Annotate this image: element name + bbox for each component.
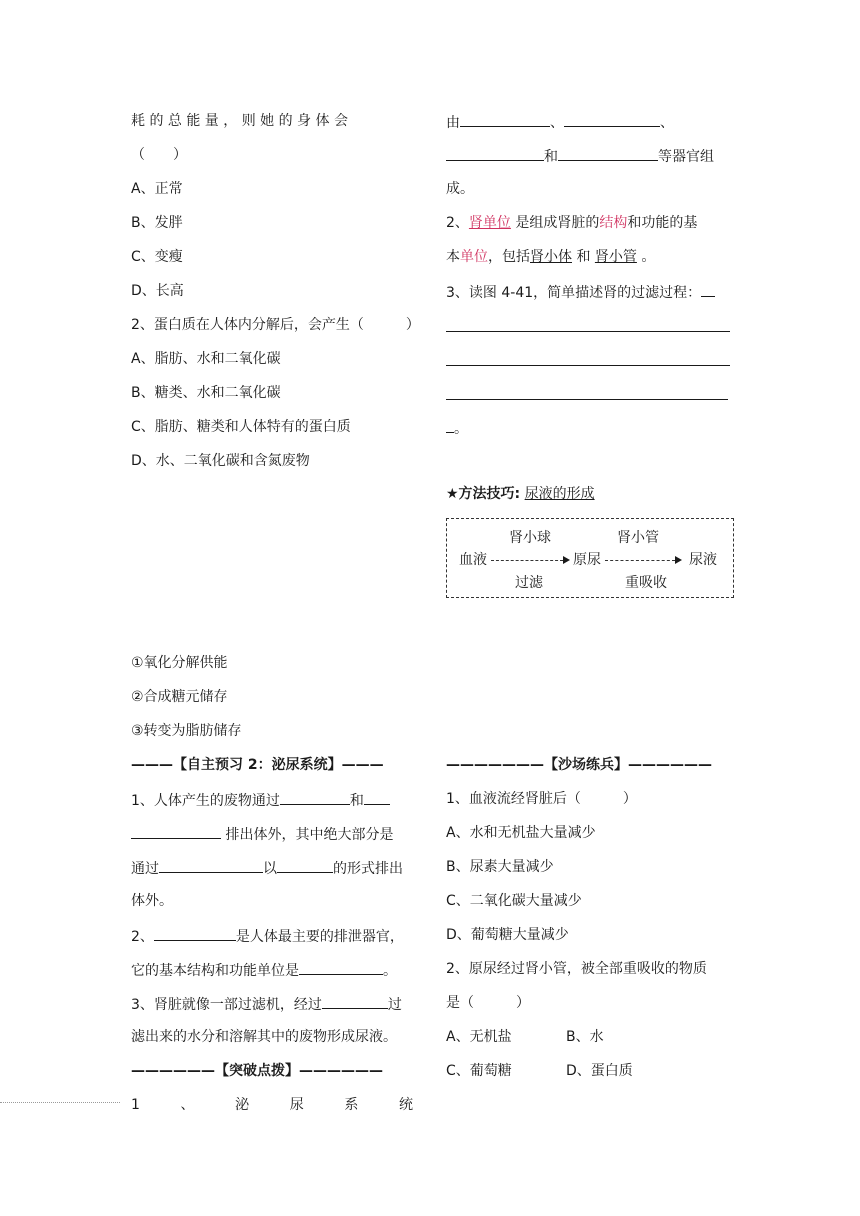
drill-q2-line2: 是（ ）	[446, 995, 530, 1011]
q2-option-a: A、脂肪、水和二氧化碳	[131, 351, 281, 367]
answer-blank[interactable]	[322, 993, 388, 1009]
preview-q2-line1: 2、 是人体最主要的排泄器官，	[131, 925, 404, 947]
q2-option-c: C、脂肪、糖类和人体特有的蛋白质	[131, 419, 351, 435]
answer-blank[interactable]	[154, 925, 236, 941]
answer-blank[interactable]	[558, 145, 658, 161]
answer-blank[interactable]	[131, 823, 221, 839]
label-glomerulus: 肾小球	[509, 530, 551, 546]
preview-q1-line1: 1、人体产生的废物通过 和	[131, 789, 390, 811]
arrow-right-icon	[675, 556, 682, 564]
question-continuation-line	[131, 111, 401, 131]
drill-q1-option-d: D、葡萄糖大量减少	[446, 927, 569, 943]
kidney-q1-line1: 由 、 、	[446, 111, 674, 133]
arrow-line	[605, 560, 675, 561]
preview-q3-line1: 3、肾脏就像一部过滤机，经过 过	[131, 993, 402, 1015]
footnote-rule	[0, 1102, 120, 1103]
preview-q1-line3: 通过 以 的形式排出	[131, 857, 403, 879]
question-text: 耗 的 总 能 量 ， 则 她 的 身 体 会	[131, 113, 348, 129]
section-header-preview-2: ———【自主预习 2：泌尿系统】———	[131, 757, 384, 773]
preview-q3-line2: 滤出来的水分和溶解其中的废物形成尿液。	[131, 1029, 397, 1045]
answer-blank[interactable]	[460, 111, 550, 127]
method-title: 尿液的形成	[524, 486, 595, 502]
nephron-line2: 本单位，包括肾小体 和 肾小管 。	[446, 249, 656, 265]
label-reabsorb: 重吸收	[625, 575, 667, 591]
answer-blank[interactable]	[277, 857, 333, 873]
drill-q1-option-b: B、尿素大量减少	[446, 859, 554, 875]
answer-line[interactable]	[446, 331, 730, 332]
answer-blank[interactable]	[299, 959, 383, 975]
arrow-line	[491, 560, 563, 561]
use-item-2: ②合成糖元储存	[131, 689, 228, 705]
answer-paren: （ ）	[131, 147, 187, 163]
method-tip	[446, 484, 595, 504]
node-urine: 尿液	[689, 552, 717, 568]
answer-blank[interactable]	[701, 281, 715, 297]
node-primary-urine: 原尿	[573, 552, 601, 568]
drill-q2-option-b: B、水	[566, 1029, 604, 1045]
drill-q2-option-c: C、葡萄糖	[446, 1063, 512, 1079]
q2-option-b: B、糖类、水和二氧化碳	[131, 385, 281, 401]
section-header-breakthrough: ——————【突破点拨】——————	[131, 1063, 383, 1079]
answer-blank[interactable]	[364, 789, 390, 805]
drill-q1-option-a: A、水和无机盐大量减少	[446, 825, 596, 841]
preview-q1-line2: 排出体外，其中绝大部分是	[131, 823, 393, 845]
answer-line[interactable]	[446, 399, 728, 400]
answer-blank[interactable]	[280, 789, 350, 805]
answer-line-end: 。	[446, 417, 468, 439]
option-d: D、长高	[131, 283, 184, 299]
use-item-3: ③转变为脂肪储存	[131, 723, 242, 739]
breakthrough-q1: 1 、 泌 尿 系 统	[131, 1097, 413, 1113]
nephron-line1: 2、肾单位 是组成肾脏的结构和功能的基	[446, 215, 698, 231]
node-blood: 血液	[459, 552, 487, 568]
preview-q2-line2: 它的基本结构和功能单位是 。	[131, 959, 397, 981]
answer-blank[interactable]	[446, 417, 454, 433]
drill-q2-line1: 2、原尿经过肾小管，被全部重吸收的物质	[446, 961, 707, 977]
method-label: ★方法技巧:	[446, 486, 521, 502]
nephron-answer: 肾单位	[468, 215, 511, 231]
drill-q1-option-c: C、二氧化碳大量减少	[446, 893, 582, 909]
label-filter: 过滤	[515, 575, 543, 591]
section-header-drill: ———————【沙场练兵】——————	[446, 757, 712, 773]
use-item-1: ①氧化分解供能	[131, 655, 228, 671]
drill-q1: 1、血液流经肾脏后（ ）	[446, 791, 637, 807]
kidney-q1-line2: 和 等器官组	[446, 145, 714, 167]
answer-line[interactable]	[446, 365, 730, 366]
drill-q2-option-a: A、无机盐	[446, 1029, 512, 1045]
answer-blank[interactable]	[446, 145, 544, 161]
option-b: B、发胖	[131, 215, 183, 231]
filter-question: 3、读图 4-41，简单描述肾的过滤过程：	[446, 281, 715, 303]
answer-blank[interactable]	[564, 111, 660, 127]
question-2: 2、蛋白质在人体内分解后，会产生（ ）	[131, 317, 420, 333]
answer-blank[interactable]	[159, 857, 263, 873]
option-a: A、正常	[131, 181, 183, 197]
option-c: C、变瘦	[131, 249, 183, 265]
label-tubule: 肾小管	[617, 530, 659, 546]
kidney-q1-line3: 成。	[446, 181, 474, 197]
drill-q2-option-d: D、蛋白质	[566, 1063, 633, 1079]
q2-option-d: D、水、二氧化碳和含氮废物	[131, 453, 310, 469]
arrow-right-icon	[563, 556, 570, 564]
preview-q1-line4: 体外。	[131, 893, 173, 909]
